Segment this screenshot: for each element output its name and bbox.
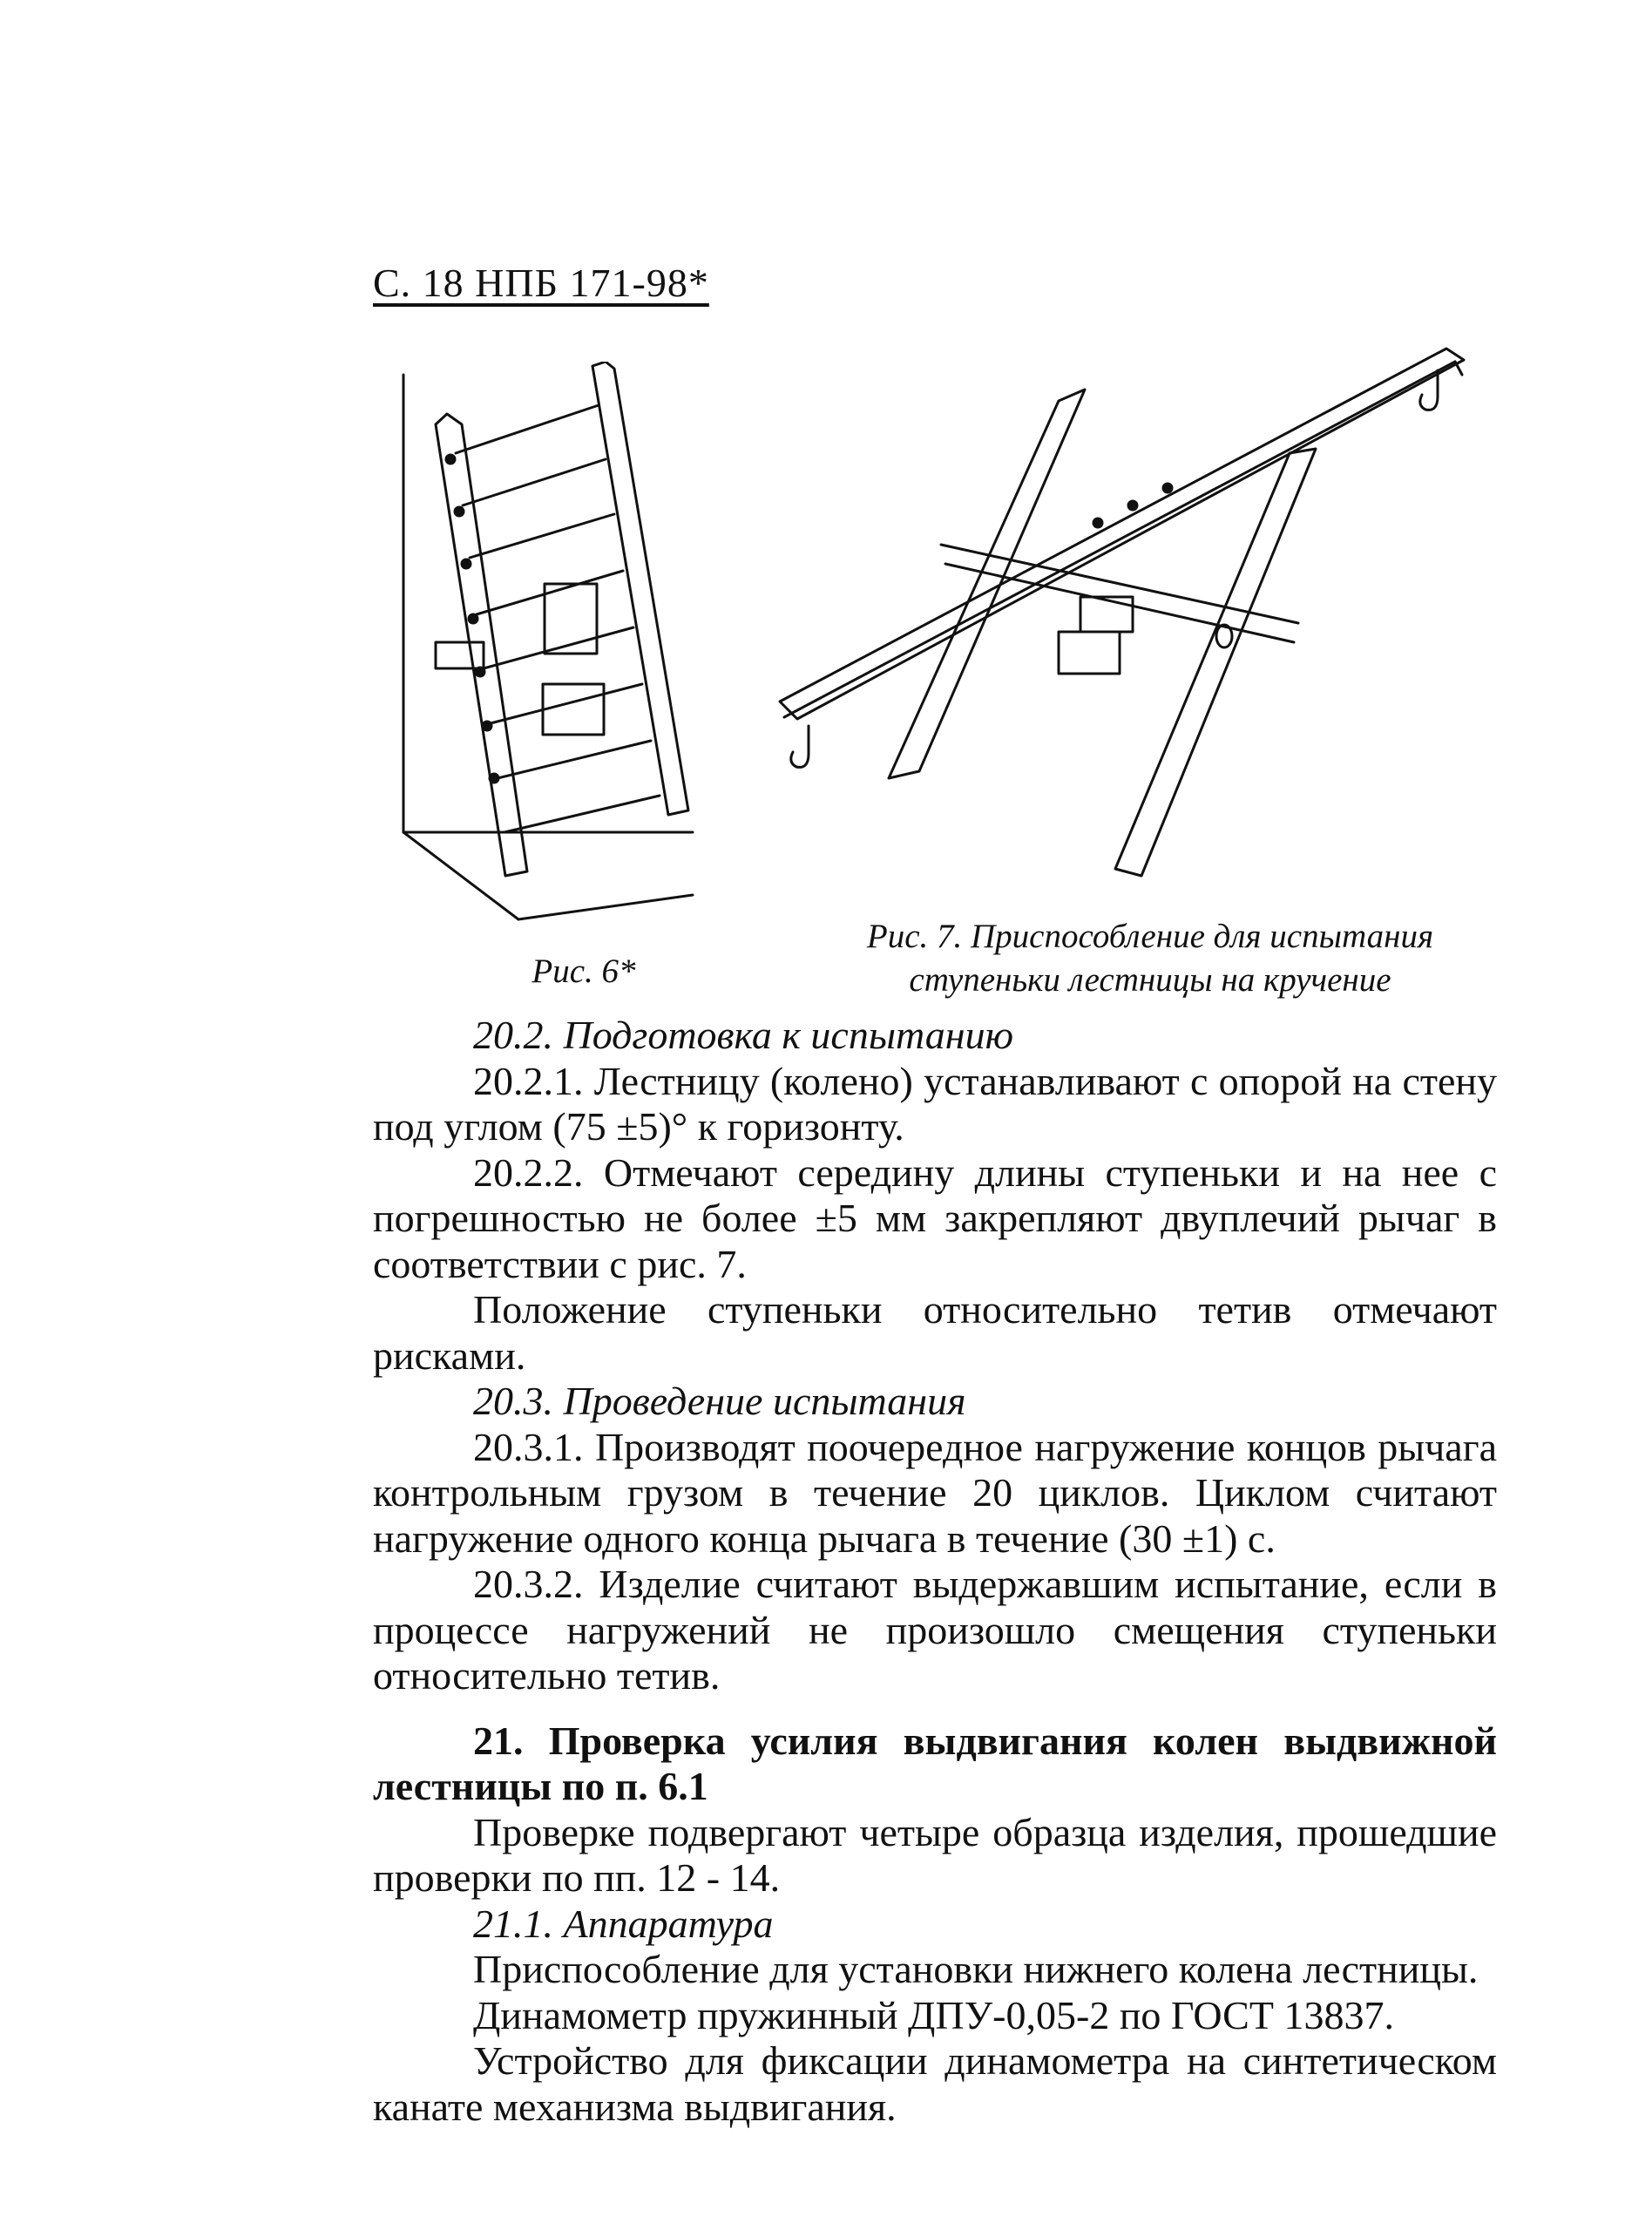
section-20-2-title: 20.2. Подготовка к испытанию (473, 1013, 1014, 1057)
figure-7-caption (810, 915, 1490, 1002)
section-20-3-title: 20.3. Проведение испытания (473, 1379, 966, 1423)
figure-7-fixture-drawing (767, 336, 1499, 902)
figure-6-ladder-drawing (396, 362, 728, 946)
paragraph-20-2-2: 20.2.2. Отмечают середину длины ступеньки и на нее с погрешностью не более ±5 мм закрепляют двуплечий рычаг в соответствии с рис. 7. (373, 1149, 1497, 1286)
section-21-title: 21. Проверка усилия выдвигания колен выдвижной лестницы по п. 6.1 (373, 1718, 1497, 1808)
paragraph-21-1-c: Устройство для фиксации динамометра на синтетическом канате механизма выдвигания. (373, 2038, 1497, 2129)
paragraph-position-marks: Положение ступеньки относительно тетив отмечают рисками. (373, 1287, 1497, 1378)
figure-7-caption-line-2: ступеньки лестницы на кручение (909, 961, 1391, 999)
figure-6-caption: Рис. 6* (531, 952, 636, 990)
figure-7-caption-line-1: Рис. 7. Приспособление для испытания (866, 918, 1434, 955)
paragraph-21-1-a: Приспособление для установки нижнего колена лестницы. (473, 1947, 1479, 1991)
paragraph-20-3-2: 20.3.2. Изделие считают выдержавшим испытание, если в процессе нагружений не произошло смещения ступеньки относительно тетив. (373, 1562, 1497, 1698)
paragraph-21-intro: Проверке подвергают четыре образца изделия, прошедшие проверки по пп. 12 - 14. (373, 1809, 1497, 1900)
paragraph-20-2-1: 20.2.1. Лестницу (колено) устанавливают с опорой на стену под углом (75 ±5)° к горизонту. (373, 1058, 1497, 1149)
section-21-1-title: 21.1. Аппаратура (473, 1901, 774, 1946)
paragraph-21-1-b: Динамометр пружинный ДПУ-0,05-2 по ГОСТ 13837. (473, 1992, 1394, 2037)
paragraph-20-3-1: 20.3.1. Производят поочередное нагружение концов рычага контрольным грузом в течение 20 циклов. Циклом считают нагружение одного конца рычага в течение (30 ±1) с. (373, 1424, 1497, 1561)
page-header: С. 18 НПБ 171-98* (373, 261, 709, 305)
body-text (373, 1013, 1497, 2130)
